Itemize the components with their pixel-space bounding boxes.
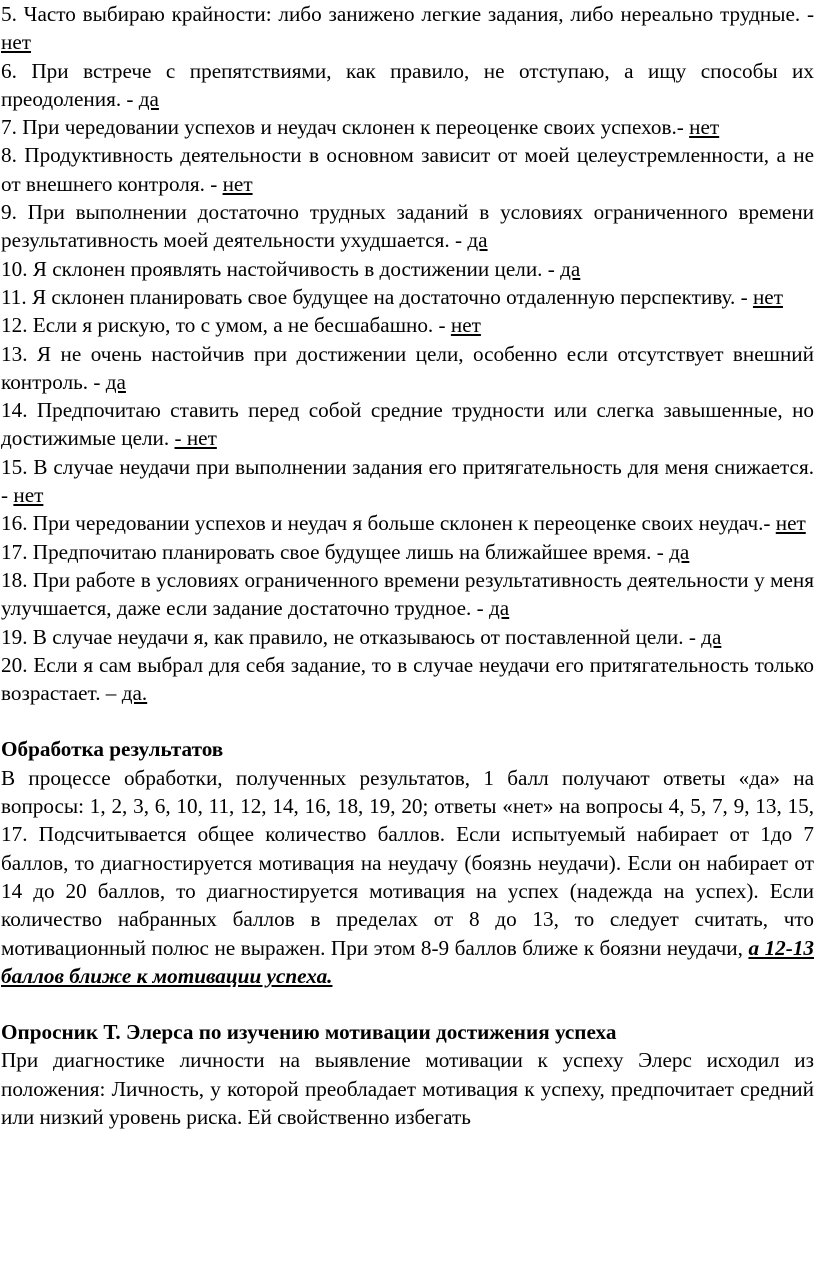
ehlers-paragraph: При диагностике личности на выявление мотивации к успеху Элерс исходил из положения: Личность, у которой преобладает мотивация к успеху, предпочитает средний или низкий уровень риска. Ей свойственно избегать <box>1 1048 814 1129</box>
processing-paragraph <box>1 764 814 990</box>
item-text: 8. Продуктивность деятельности в основном зависит от моей целеустремленности, а не от внешнего контроля. - <box>1 143 814 196</box>
item-answer: да <box>467 228 488 253</box>
item-answer: да <box>138 86 159 111</box>
item-answer: нет <box>222 171 253 196</box>
item-text: 16. При чередовании успехов и неудач я больше склонен к переоценке своих неудач.- <box>1 511 776 536</box>
questionnaire-item <box>1 566 814 623</box>
questionnaire-item <box>1 396 814 453</box>
questionnaire-item <box>1 141 814 198</box>
questionnaire-item <box>1 0 814 57</box>
item-text: 14. Предпочитаю ставить перед собой средние трудности или слегка завышенные, но достижимые цели. <box>1 398 814 451</box>
processing-emphasis: а 12-13 баллов ближе к мотивации успеха. <box>1 935 815 988</box>
item-text: 18. При работе в условиях ограниченного времени результативность деятельности у меня улучшается, даже если задание достаточно трудное. - <box>1 567 814 621</box>
item-answer: нет <box>1 30 32 55</box>
item-text: 10. Я склонен проявлять настойчивость в достижении цели. - <box>1 256 561 281</box>
item-text: 11. Я склонен планировать свое будущее на достаточно отдаленную перспективу. - <box>1 284 753 309</box>
questionnaire-item <box>1 113 814 141</box>
spacer <box>1 990 814 1018</box>
item-answer: нет <box>13 483 44 508</box>
questionnaire-item <box>1 255 814 283</box>
item-answer: нет <box>775 511 806 536</box>
item-text: 20. Если я сам выбрал для себя задание, то в случае неудачи его притягательность только возрастает. – <box>1 652 814 706</box>
item-answer: да <box>701 624 722 649</box>
item-answer: нет <box>752 284 783 309</box>
item-answer: нет <box>689 115 720 140</box>
questionnaire-item <box>1 340 814 397</box>
questionnaire-item <box>1 283 814 311</box>
item-answer: нет <box>450 313 481 338</box>
item-answer: да <box>105 369 126 394</box>
item-answer: да <box>669 539 690 564</box>
questionnaire-item <box>1 57 814 114</box>
item-answer: да <box>560 256 581 281</box>
ehlers-heading: Опросник Т. Элерса по изучению мотивации достижения успеха <box>1 1020 617 1045</box>
item-text: 19. В случае неудачи я, как правило, не отказываюсь от поставленной цели. - <box>1 624 702 649</box>
questionnaire-item <box>1 198 814 255</box>
questionnaire-item <box>1 651 814 708</box>
item-text: 7. При чередовании успехов и неудач склонен к переоценке своих успехов.- <box>1 115 690 140</box>
questionnaire-item <box>1 311 814 339</box>
item-text: 15. В случае неудачи при выполнении задания его притягательность для меня снижается. - <box>1 454 814 508</box>
item-text: 12. Если я рискую, то с умом, а не бесшабашно. - <box>1 313 451 338</box>
item-answer: - нет <box>174 426 217 451</box>
item-answer: да <box>489 596 510 621</box>
questionnaire-items <box>1 0 814 707</box>
item-text: 6. При встрече с препятствиями, как правило, не отступаю, а ищу способы их преодоления. - <box>1 58 814 111</box>
questionnaire-item <box>1 453 814 510</box>
item-text: 9. При выполнении достаточно трудных заданий в условиях ограниченного времени результативность моей деятельности ухудшается. - <box>1 200 814 253</box>
spacer <box>1 707 814 735</box>
item-text: 5. Часто выбираю крайности: либо занижено легкие задания, либо нереально трудные. - <box>1 2 814 26</box>
processing-heading: Обработка результатов <box>1 737 224 762</box>
item-answer: да. <box>121 681 148 706</box>
item-text: 13. Я не очень настойчив при достижении цели, особенно если отсутствует внешний контроль. - <box>1 341 814 394</box>
item-text: 17. Предпочитаю планировать свое будущее лишь на ближайшее время. - <box>1 539 670 564</box>
questionnaire-item <box>1 509 814 537</box>
questionnaire-item <box>1 623 814 651</box>
processing-text: В процессе обработки, полученных результатов, 1 балл получают ответы «да» на вопросы: 1, 2, 3, 6, 10, 11, 12, 14, 16, 18, 19, 20; ответы «нет» на вопросы 4, 5, 7, 9, 13, 15, 17. Подсчитывается общее количество баллов. Если испытуемый набирает от 1до 7 баллов, то диагностируется мотивация на неудачу (боязнь неудачи). Если он набирает от 14 до 20 баллов, то диагностируется мотивация на успех (надежда на успех). Если количество набранных баллов в пределах от 8 до 13, то следует считать, что мотивационный полюс не выражен. При этом 8-9 баллов ближе к боязни неудачи, <box>1 765 814 960</box>
questionnaire-item <box>1 538 814 566</box>
